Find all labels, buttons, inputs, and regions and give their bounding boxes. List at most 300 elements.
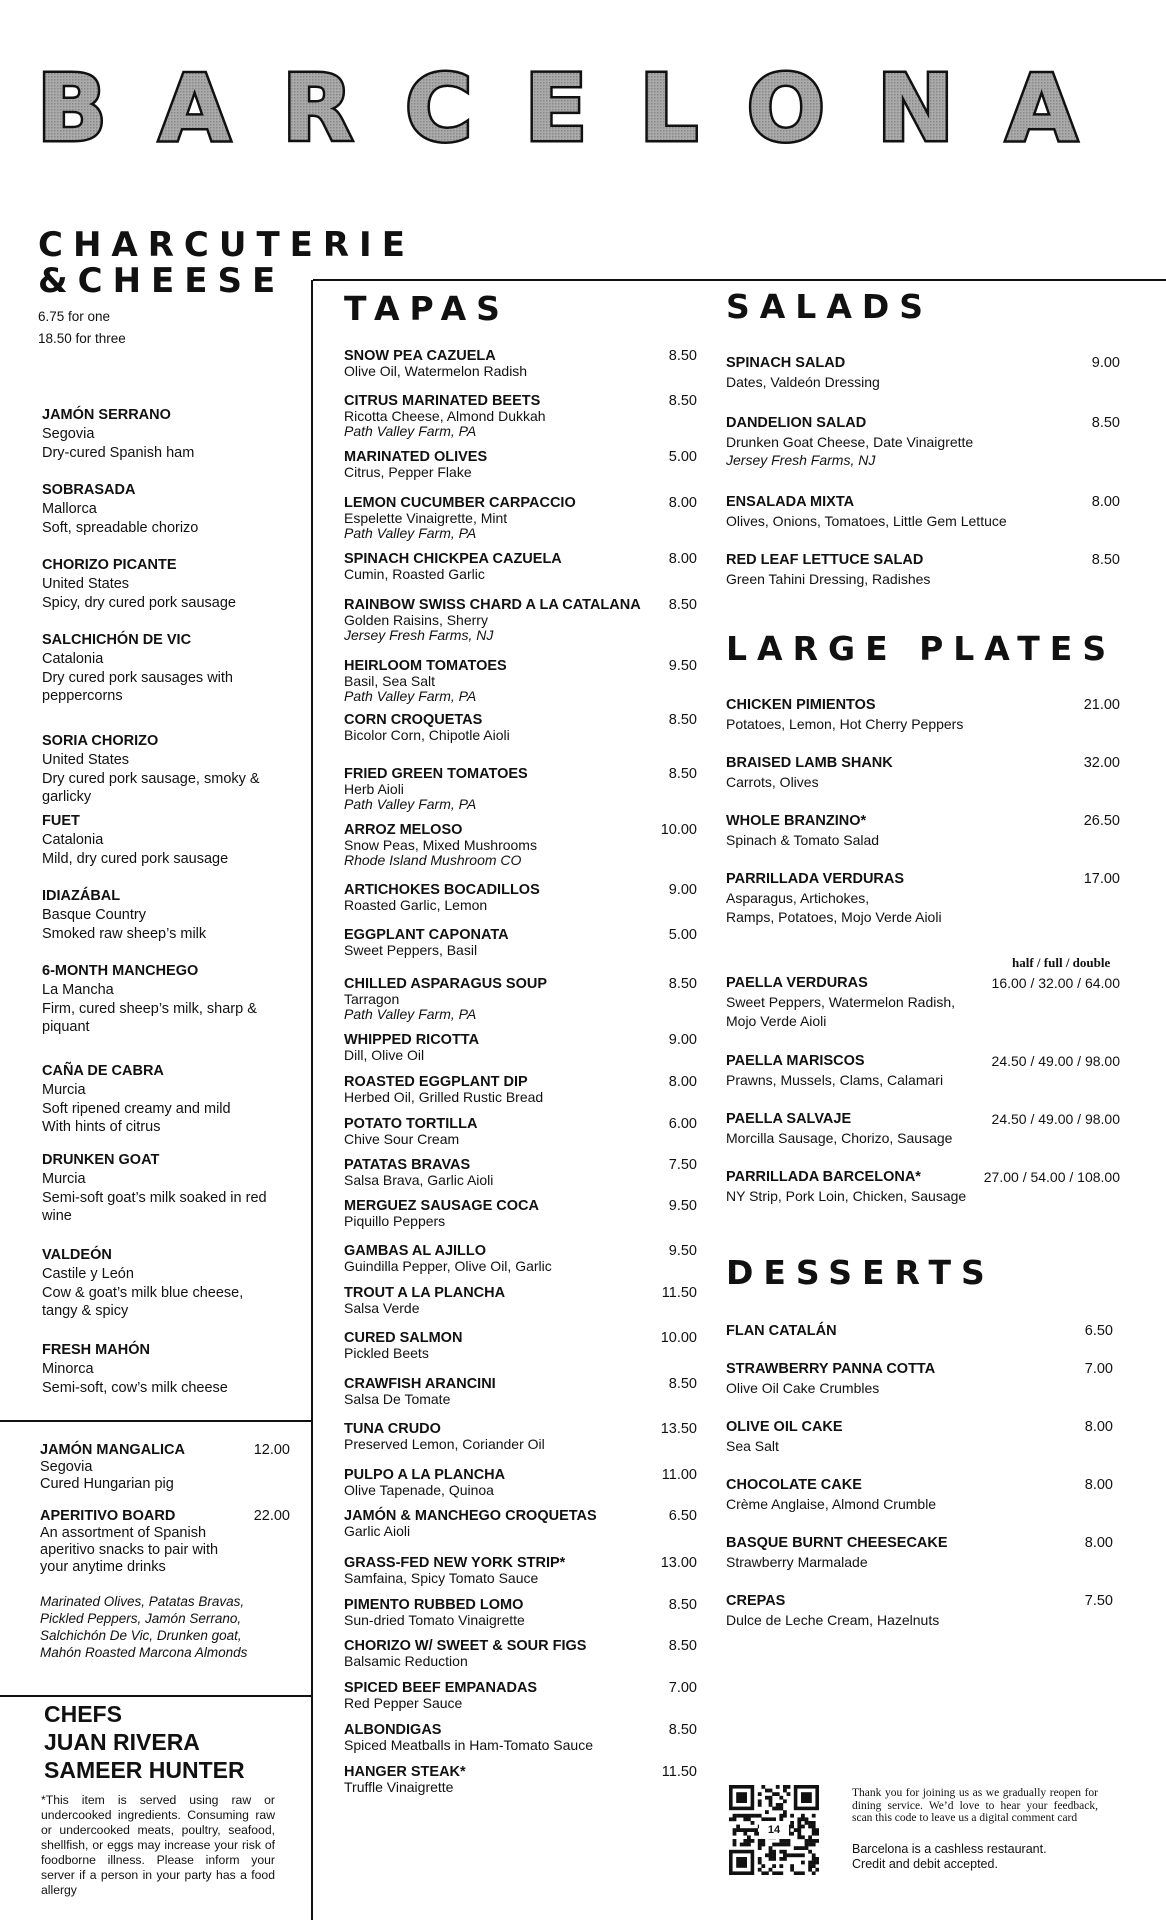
charcuterie-item: [42, 406, 304, 463]
tapas-item-price: 11.50: [661, 1285, 697, 1301]
qr-module: [743, 1828, 747, 1832]
cashless-line: Credit and debit accepted.: [852, 1857, 998, 1871]
qr-badge: [759, 1821, 789, 1839]
qr-module: [805, 1821, 809, 1825]
charcuterie-item: [42, 1246, 304, 1319]
tapas-item-farm: Path Valley Farm, PA: [344, 1006, 477, 1022]
qr-module: [754, 1828, 758, 1832]
tapas-item-farm: Jersey Fresh Farms, NJ: [344, 627, 494, 643]
aperitivo-list: [40, 1593, 302, 1661]
qr-module: [751, 1821, 755, 1825]
charcuterie-item-name: SALCHICHÓN DE VIC: [42, 632, 192, 648]
qr-module: [808, 1835, 812, 1839]
charcuterie-item: [42, 887, 304, 944]
tapas-item-name: MARINATED OLIVES: [344, 449, 488, 465]
qr-module: [776, 1803, 780, 1807]
desserts-heading: DESSERTS: [726, 1253, 995, 1292]
tapas-item-farm: Path Valley Farm, PA: [344, 423, 477, 439]
tapas-heading: TAPAS: [344, 289, 510, 328]
tapas-item: [344, 1638, 697, 1669]
qr-module: [758, 1857, 762, 1861]
tapas-item: [344, 1330, 697, 1361]
tapas-item-description: Pickled Beets: [344, 1345, 429, 1361]
salad-item-name: RED LEAF LETTUCE SALAD: [726, 552, 924, 568]
qr-module: [797, 1828, 801, 1832]
salad-item-farm: Jersey Fresh Farms, NJ: [726, 452, 876, 468]
tapas-item-price: 11.00: [661, 1467, 697, 1483]
qr-module: [779, 1839, 783, 1843]
qr-module: [815, 1868, 819, 1872]
qr-module: [801, 1861, 805, 1865]
qr-module: [733, 1832, 737, 1836]
paella-description: Morcilla Sausage, Chorizo, Sausage: [726, 1130, 953, 1146]
tapas-item-price: 6.00: [668, 1116, 697, 1132]
dessert-description: Dulce de Leche Cream, Hazelnuts: [726, 1612, 940, 1628]
salad-item-description: Green Tahini Dressing, Radishes: [726, 571, 931, 587]
charcuterie-item-detail: Soft ripened creamy and mild: [42, 1101, 231, 1117]
qr-module: [758, 1803, 762, 1807]
special-item-detail: your anytime drinks: [40, 1559, 166, 1575]
charcuterie-item-detail: Murcia: [42, 1171, 86, 1187]
charcuterie-item-name: SOBRASADA: [42, 482, 136, 498]
qr-module: [797, 1817, 801, 1821]
qr-module: [751, 1839, 755, 1843]
qr-module: [747, 1814, 751, 1818]
charcuterie-item-detail: piquant: [42, 1019, 90, 1035]
special-item-detail: Segovia: [40, 1459, 93, 1475]
qr-module: [747, 1817, 751, 1821]
charcuterie-item: [42, 1341, 304, 1398]
qr-module: [736, 1814, 740, 1818]
qr-module: [797, 1846, 801, 1850]
charcuterie-item-detail: Catalonia: [42, 651, 104, 667]
feedback-message: Thank you for joining us as we gradually reopen for dining service. We’d love to hear your feedback, scan this code to leave us a digital comment card: [852, 1787, 1098, 1824]
qr-module: [758, 1799, 762, 1803]
charcuterie-item-detail: Soft, spreadable chorizo: [42, 520, 199, 536]
qr-module: [754, 1814, 758, 1818]
qr-module: [783, 1810, 787, 1814]
tapas-item: [344, 348, 697, 379]
qr-module: [812, 1828, 816, 1832]
salads-heading: SALADS: [726, 287, 934, 326]
tapas-item-description: Samfaina, Spicy Tomato Sauce: [344, 1570, 539, 1586]
tapas-item-price: 11.50: [661, 1764, 697, 1780]
paella-price: 24.50 / 49.00 / 98.00: [991, 1053, 1120, 1069]
qr-module: [772, 1792, 776, 1796]
qr-module: [769, 1796, 773, 1800]
dessert-name: OLIVE OIL CAKE: [726, 1419, 843, 1435]
tapas-item-description: Salsa De Tomate: [344, 1391, 451, 1407]
cashless-notice: [852, 1842, 1112, 1872]
divider-charcuterie-bottom: [0, 1420, 311, 1422]
dessert-price: 7.00: [1084, 1361, 1113, 1377]
qr-module: [808, 1850, 812, 1854]
qr-module: [743, 1817, 747, 1821]
qr-module: [812, 1825, 816, 1829]
salad-item-name: DANDELION SALAD: [726, 415, 867, 431]
salad-item-price: 9.00: [1091, 355, 1120, 371]
tapas-item-price: 8.00: [668, 551, 697, 567]
qr-module: [812, 1857, 816, 1861]
salad-item-description: Olives, Onions, Tomatoes, Little Gem Lettuce: [726, 513, 1007, 529]
tapas-item: [344, 1032, 697, 1063]
large-plate-price: 32.00: [1083, 755, 1120, 771]
large-plate-item: [726, 812, 1120, 850]
qr-module: [808, 1839, 812, 1843]
dessert-name: BASQUE BURNT CHEESECAKE: [726, 1535, 948, 1551]
qr-module: [779, 1864, 783, 1868]
charcuterie-item-detail: tangy & spicy: [42, 1303, 129, 1319]
qr-module: [815, 1828, 819, 1832]
paella-price: 24.50 / 49.00 / 98.00: [991, 1111, 1120, 1127]
tapas-item-price: 8.50: [668, 1638, 697, 1654]
qr-module: [783, 1843, 787, 1847]
qr-module: [758, 1846, 762, 1850]
tapas-item-name: ROASTED EGGPLANT DIP: [344, 1074, 528, 1090]
tapas-item-description: Herbed Oil, Grilled Rustic Bread: [344, 1089, 544, 1105]
salad-item-name: ENSALADA MIXTA: [726, 494, 855, 510]
qr-module: [801, 1792, 812, 1803]
charcuterie-item-name: JAMÓN SERRANO: [42, 407, 171, 423]
tapas-item-price: 8.00: [668, 1074, 697, 1090]
qr-module: [747, 1835, 751, 1839]
tapas-item: [344, 1722, 697, 1753]
qr-module: [758, 1861, 762, 1865]
tapas-item-description: Spiced Meatballs in Ham-Tomato Sauce: [344, 1737, 594, 1753]
qr-module: [801, 1853, 805, 1857]
tapas-item-name: GAMBAS AL AJILLO: [344, 1243, 487, 1259]
dessert-price: 8.00: [1084, 1535, 1113, 1551]
qr-module: [790, 1821, 794, 1825]
tapas-item: [344, 393, 697, 439]
tapas-item: [344, 1467, 697, 1498]
tapas-item: [344, 1508, 697, 1539]
qr-module: [801, 1835, 805, 1839]
tapas-item-name: JAMÓN & MANCHEGO CROQUETAS: [344, 1508, 597, 1524]
salad-item: [726, 493, 1120, 531]
qr-module: [743, 1839, 747, 1843]
special-item-detail: Cured Hungarian pig: [40, 1476, 174, 1492]
special-item-detail: aperitivo snacks to pair with: [40, 1542, 219, 1558]
tapas-item-name: TUNA CRUDO: [344, 1421, 441, 1437]
tapas-item: [344, 1680, 697, 1711]
dessert-price: 8.00: [1084, 1477, 1113, 1493]
qr-module: [772, 1857, 776, 1861]
qr-module: [761, 1843, 765, 1847]
large-plate-description: Carrots, Olives: [726, 774, 819, 790]
price-three: 18.50 for three: [38, 331, 126, 346]
chef-name: SAMEER HUNTER: [44, 1757, 245, 1783]
qr-module: [779, 1796, 783, 1800]
paella-description: Mojo Verde Aioli: [726, 1013, 827, 1029]
tapas-item-description: Olive Oil, Watermelon Radish: [344, 363, 528, 379]
tapas-item-name: GRASS-FED NEW YORK STRIP*: [344, 1555, 566, 1571]
charcuterie-item-detail: Dry cured pork sausages with: [42, 670, 233, 686]
charcuterie-item-detail: With hints of citrus: [42, 1119, 161, 1135]
charcuterie-item: [42, 631, 304, 704]
tapas-item-name: CURED SALMON: [344, 1330, 463, 1346]
dessert-description: Olive Oil Cake Crumbles: [726, 1380, 880, 1396]
salad-item-price: 8.50: [1091, 552, 1120, 568]
qr-module: [783, 1850, 787, 1854]
salad-item-description: Drunken Goat Cheese, Date Vinaigrette: [726, 434, 974, 450]
dessert-item: [726, 1592, 1113, 1630]
special-item-price: 12.00: [253, 1442, 290, 1458]
large-plate-item: [726, 754, 1120, 792]
dessert-item: [726, 1418, 1113, 1456]
salad-item-price: 8.00: [1091, 494, 1120, 510]
tapas-item-description: Piquillo Peppers: [344, 1213, 446, 1229]
tapas-item-description: Balsamic Reduction: [344, 1653, 468, 1669]
qr-module: [765, 1853, 769, 1857]
qr-module: [761, 1785, 765, 1789]
chefs-block: [44, 1700, 245, 1784]
dessert-description: Crème Anglaise, Almond Crumble: [726, 1496, 937, 1512]
tapas-item-name: PATATAS BRAVAS: [344, 1157, 471, 1173]
qr-number: 14: [767, 1824, 781, 1836]
tapas-item-description: Olive Tapenade, Quinoa: [344, 1482, 494, 1498]
tapas-item-name: EGGPLANT CAPONATA: [344, 927, 509, 943]
charcuterie-item-detail: Spicy, dry cured pork sausage: [42, 595, 236, 611]
tapas-item-description: Roasted Garlic, Lemon: [344, 897, 488, 913]
qr-module: [769, 1853, 773, 1857]
feedback-qr-code[interactable]: [729, 1785, 819, 1875]
qr-module: [733, 1814, 737, 1818]
tapas-item-description: Citrus, Pepper Flake: [344, 464, 472, 480]
qr-module: [747, 1843, 751, 1847]
qr-module: [779, 1843, 783, 1847]
aperitivo-line: Pickled Peppers, Jamón Serrano,: [40, 1611, 242, 1626]
qr-module: [783, 1857, 787, 1861]
charcuterie-item-name: DRUNKEN GOAT: [42, 1152, 160, 1168]
charcuterie-item: [42, 481, 304, 538]
qr-module: [761, 1864, 765, 1868]
qr-module: [733, 1843, 737, 1847]
qr-module: [736, 1792, 747, 1803]
charcuterie-item-name: CAÑA DE CABRA: [42, 1063, 164, 1079]
tapas-item-name: SPINACH CHICKPEA CAZUELA: [344, 551, 562, 567]
charcuterie-item-detail: La Mancha: [42, 982, 114, 998]
qr-module: [733, 1828, 737, 1832]
qr-module: [758, 1792, 762, 1796]
tapas-item-farm: Path Valley Farm, PA: [344, 688, 477, 704]
tapas-item-farm: Rhode Island Mushroom CO: [344, 852, 522, 868]
tapas-item: [344, 1116, 697, 1147]
paella-price: 16.00 / 32.00 / 64.00: [991, 975, 1120, 991]
large-plate-name: WHOLE BRANZINO*: [726, 813, 867, 829]
aperitivo-line: Marinated Olives, Patatas Bravas,: [40, 1594, 245, 1609]
qr-module: [808, 1843, 812, 1847]
qr-module: [736, 1857, 747, 1868]
tapas-item: [344, 1421, 697, 1452]
tapas-item-price: 7.00: [668, 1680, 697, 1696]
charcuterie-heading: [38, 225, 415, 301]
tapas-item-description: Sun-dried Tomato Vinaigrette: [344, 1612, 525, 1628]
qr-module: [758, 1843, 762, 1847]
paella-name: PARRILLADA BARCELONA*: [726, 1169, 921, 1185]
tapas-item: [344, 1074, 697, 1105]
salad-item-price: 8.50: [1091, 415, 1120, 431]
qr-module: [740, 1843, 744, 1847]
tapas-item: [344, 976, 697, 1022]
qr-module: [769, 1789, 773, 1793]
tapas-item-name: SNOW PEA CAZUELA: [344, 348, 496, 364]
tapas-item-name: ALBONDIGAS: [344, 1722, 442, 1738]
tapas-item: [344, 882, 697, 913]
charcuterie-item-name: FUET: [42, 813, 80, 829]
qr-module: [772, 1871, 776, 1875]
tapas-item-farm: Path Valley Farm, PA: [344, 796, 477, 812]
tapas-item: [344, 551, 697, 582]
tapas-item-description: Salsa Brava, Garlic Aioli: [344, 1172, 494, 1188]
large-plate-description: Ramps, Potatoes, Mojo Verde Aioli: [726, 909, 942, 925]
qr-module: [812, 1864, 816, 1868]
tapas-item-description: Chive Sour Cream: [344, 1131, 460, 1147]
tapas-item-price: 5.00: [668, 927, 697, 943]
qr-module: [787, 1843, 791, 1847]
qr-module: [801, 1871, 805, 1875]
tapas-item-price: 8.50: [668, 976, 697, 992]
charcuterie-item-detail: Firm, cured sheep’s milk, sharp &: [42, 1001, 257, 1017]
large-plate-item: [726, 870, 1120, 927]
qr-module: [797, 1832, 801, 1836]
tapas-item-price: 10.00: [660, 1330, 697, 1346]
tapas-item-price: 8.50: [668, 712, 697, 728]
qr-module: [812, 1814, 816, 1818]
charcuterie-item-detail: Segovia: [42, 426, 95, 442]
tapas-item: [344, 1285, 697, 1316]
qr-module: [736, 1825, 740, 1829]
qr-module: [808, 1864, 812, 1868]
qr-module: [772, 1843, 776, 1847]
qr-module: [808, 1821, 812, 1825]
qr-module: [772, 1850, 776, 1854]
charcuterie-item-detail: Mallorca: [42, 501, 97, 517]
qr-module: [787, 1853, 791, 1857]
qr-module: [747, 1839, 751, 1843]
tapas-item-name: RAINBOW SWISS CHARD A LA CATALANA: [344, 597, 641, 613]
tapas-item-name: POTATO TORTILLA: [344, 1116, 478, 1132]
tapas-item: [344, 712, 697, 743]
qr-module: [797, 1835, 801, 1839]
qr-module: [801, 1814, 805, 1818]
cashless-line: Barcelona is a cashless restaurant.: [852, 1842, 1047, 1856]
salad-item-description: Dates, Valdeón Dressing: [726, 374, 880, 390]
qr-module: [776, 1843, 780, 1847]
qr-module: [729, 1817, 733, 1821]
charcuterie-heading-line1: CHARCUTERIE: [38, 225, 415, 265]
large-plate-description: Potatoes, Lemon, Hot Cherry Peppers: [726, 716, 964, 732]
qr-module: [790, 1814, 794, 1818]
charcuterie-item-name: FRESH MAHÓN: [42, 1342, 150, 1358]
chefs-label: CHEFS: [44, 1701, 122, 1727]
qr-module: [797, 1825, 801, 1829]
qr-module: [776, 1792, 780, 1796]
qr-module: [801, 1825, 805, 1829]
charcuterie-item-detail: Smoked raw sheep’s milk: [42, 926, 207, 942]
tapas-item: [344, 1243, 697, 1274]
tapas-item-price: 13.00: [660, 1555, 697, 1571]
paella-description: NY Strip, Pork Loin, Chicken, Sausage: [726, 1188, 967, 1204]
qr-module: [772, 1853, 776, 1857]
tapas-item: [344, 927, 697, 958]
tapas-item-name: CRAWFISH ARANCINI: [344, 1376, 496, 1392]
tapas-item-description: Tarragon: [344, 991, 400, 1007]
tapas-item-name: HEIRLOOM TOMATOES: [344, 658, 507, 674]
tapas-item-name: ARROZ MELOSO: [344, 822, 463, 838]
qr-module: [761, 1871, 765, 1875]
tapas-item-description: Preserved Lemon, Coriander Oil: [344, 1436, 545, 1452]
qr-module: [772, 1807, 776, 1811]
large-plate-name: PARRILLADA VERDURAS: [726, 871, 905, 887]
qr-module: [801, 1846, 805, 1850]
aperitivo-line: Mahón Roasted Marcona Almonds: [40, 1645, 248, 1660]
charcuterie-item-detail: Semi-soft, cow’s milk cheese: [42, 1380, 228, 1396]
tapas-item: [344, 495, 697, 541]
salad-item-name: SPINACH SALAD: [726, 355, 846, 371]
qr-module: [808, 1825, 812, 1829]
paella-item: [726, 1110, 1120, 1148]
tapas-item-price: 8.50: [668, 1722, 697, 1738]
qr-module: [815, 1839, 819, 1843]
qr-module: [776, 1785, 780, 1789]
qr-module: [790, 1832, 794, 1836]
tapas-item-price: 6.50: [668, 1508, 697, 1524]
qr-module: [743, 1832, 747, 1836]
salad-item: [726, 551, 1120, 589]
tapas-item: [344, 766, 697, 812]
qr-module: [808, 1868, 812, 1872]
qr-module: [783, 1785, 787, 1789]
qr-module: [769, 1868, 773, 1872]
paella-name: PAELLA MARISCOS: [726, 1053, 865, 1069]
qr-module: [808, 1861, 812, 1865]
barcelona-logo: [0, 58, 1166, 158]
tapas-item-description: Espelette Vinaigrette, Mint: [344, 510, 508, 526]
tapas-item-price: 9.00: [668, 882, 697, 898]
qr-module: [772, 1864, 776, 1868]
dessert-item: [726, 1534, 1113, 1572]
qr-module: [790, 1853, 794, 1857]
qr-module: [733, 1817, 737, 1821]
qr-module: [815, 1857, 819, 1861]
qr-module: [779, 1807, 783, 1811]
tapas-item-description: Ricotta Cheese, Almond Dukkah: [344, 408, 546, 424]
qr-module: [776, 1871, 780, 1875]
tapas-item-description: Bicolor Corn, Chipotle Aioli: [344, 727, 510, 743]
dessert-description: Sea Salt: [726, 1438, 779, 1454]
qr-module: [751, 1814, 755, 1818]
charcuterie-heading-line2: &CHEESE: [38, 261, 286, 301]
qr-module: [736, 1828, 740, 1832]
dessert-name: FLAN CATALÁN: [726, 1323, 837, 1339]
paella-description: Prawns, Mussels, Clams, Calamari: [726, 1072, 944, 1088]
qr-module: [783, 1853, 787, 1857]
divider-left-vertical: [311, 280, 313, 1920]
tapas-item-name: CHORIZO W/ SWEET & SOUR FIGS: [344, 1638, 587, 1654]
tapas-item-name: CHILLED ASPARAGUS SOUP: [344, 976, 548, 992]
qr-module: [797, 1821, 801, 1825]
charcuterie-item-detail: United States: [42, 576, 130, 592]
qr-module: [787, 1785, 791, 1789]
tapas-item-name: LEMON CUCUMBER CARPACCIO: [344, 495, 576, 511]
charcuterie-item-detail: Castile y León: [42, 1266, 134, 1282]
paella-name: PAELLA SALVAJE: [726, 1111, 852, 1127]
tapas-item-price: 8.50: [668, 597, 697, 613]
charcuterie-item-detail: Dry-cured Spanish ham: [42, 445, 195, 461]
charcuterie-item-detail: Catalonia: [42, 832, 104, 848]
tapas-item: [344, 658, 697, 704]
